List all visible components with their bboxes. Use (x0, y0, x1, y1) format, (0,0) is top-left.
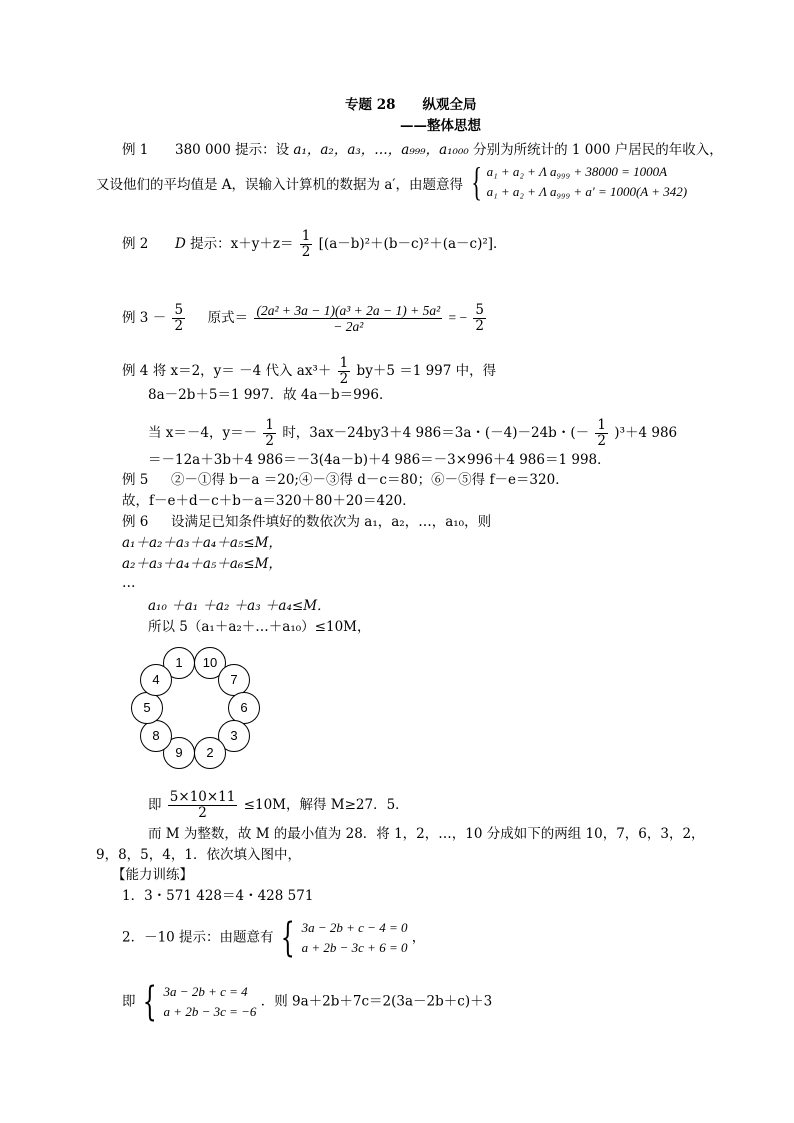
example-4-text-3c: )³＋4 986 (614, 425, 678, 441)
training-item-2-eq-2: a + 2b − 3c + 6 = 0 (301, 940, 408, 955)
circle-2: 10 (194, 647, 226, 679)
example-3-result-fraction: $\frac{5}{2}$ (475, 302, 484, 334)
example-6-line-1 (122, 513, 491, 531)
page-subtitle: ——整体思想 (400, 118, 481, 134)
example-4-fraction-2: $\frac{1}{2}$ (265, 417, 275, 449)
example-1-answer: 380 000 (174, 142, 231, 158)
example-1-text-1: 分别为所统计的 1 000 户居民的年收入， (473, 142, 723, 158)
training-item-2 (122, 915, 426, 961)
example-6-line-3: a₂＋a₃＋a₄＋a₅＋a₆≤M， (122, 556, 282, 572)
example-6-fraction: $\frac{5\times 10\times 11}{2}$ (169, 789, 236, 821)
training-item-3-eq-2: a + 2b − 3c = −6 (163, 1004, 257, 1019)
example-6-text-7b: ≤10M，解得 M≥27．5． (243, 797, 409, 813)
circle-10: 4 (140, 664, 172, 696)
training-heading: 【能力训练】 (112, 867, 193, 883)
training-item-2-lead: 2．－10 提示：由题意有 (122, 929, 274, 946)
example-6-line-2: a₁＋a₂＋a₃＋a₄＋a₅≤M， (122, 535, 282, 551)
example-5-label: 例 5 (122, 472, 149, 488)
example-4-fraction-3: $\frac{1}{2}$ (597, 417, 606, 449)
example-1-eq-1: a₁ + a₂ + Λ a₉₉₉ + 38000 = 1000A (486, 164, 668, 179)
example-3-result: = − (448, 310, 468, 325)
system-brace: { (471, 159, 482, 204)
example-4-line-2: 8a－2b＋5＝1 997．故 4a－b＝996． (148, 387, 393, 403)
example-6-line-5: a₁₀ ＋a₁ ＋a₂ ＋a₃ ＋a₄≤M． (148, 598, 331, 614)
example-1-label: 例 1 (122, 142, 149, 158)
circle-9: 5 (131, 692, 163, 724)
example-3-main-fraction: $\frac{\text{(2a² + 3a − 1)(a³ + 2a − 1) + 5a²}}{\text{− 2a²}}$ (256, 303, 441, 334)
example-2-tail: [(a－b)²＋(b－c)²＋(a－c)²]． (318, 236, 507, 252)
example-1-vars: a₁，a₂，a₃，…，a₉₉₉，a₁₀₀₀ (293, 142, 469, 158)
example-4-text-3b: 时，3ax－24by3＋4 986＝3a・(－4)－24b・(－ (282, 425, 590, 441)
example-3-line (122, 303, 488, 334)
training-item-3 (122, 979, 493, 1025)
example-4-line-3 (148, 418, 677, 449)
page-title: 专题 28 纵观全局 (345, 97, 477, 113)
example-4-label: 例 4 (122, 363, 149, 379)
training-item-3-lead: 即 (122, 993, 136, 1010)
circle-1: 1 (163, 647, 195, 679)
example-6-line-6: 所以 5（a₁＋a₂＋…＋a₁₀）≤10M， (148, 619, 371, 635)
example-6-line-7 (148, 790, 409, 821)
system-brace: { (142, 979, 157, 1025)
example-4-text-1b: by＋5 ＝1 997 中，得 (356, 363, 497, 379)
example-2-label: 例 2 (122, 236, 149, 252)
training-item-2-eq-1: 3a − 2b + c − 4 = 0 (301, 920, 408, 935)
example-6-line-8: 而 M 为整数，故 M 的最小值为 28．将 1，2，…，10 分成如下的两组 10，7，6，3，2， (148, 826, 705, 842)
example-6-line-4: … (122, 575, 136, 591)
circle-5: 3 (218, 720, 250, 752)
example-2-fraction: $\frac{1}{2}$ (301, 228, 311, 260)
example-3-label: 例 3 (122, 310, 149, 326)
circle-6: 2 (194, 737, 226, 769)
example-5-line-1 (122, 471, 569, 489)
training-item-1: 1．3・571 428＝4・428 571 (122, 888, 314, 904)
example-5-text-1: ②－①得 b－a ＝20;④－③得 d－c＝80；⑥－⑤得 f－e＝320． (170, 472, 569, 488)
example-2-answer: D (174, 236, 186, 252)
example-1-eq-2: a₁ + a₂ + Λ a₉₉₉ + a′ = 1000(A + 342) (486, 184, 688, 199)
circle-4: 6 (228, 692, 260, 724)
example-1-line-1 (122, 141, 723, 159)
example-1-system (470, 159, 688, 204)
training-item-2-tail: ， (411, 929, 426, 946)
example-4-line-1 (122, 356, 496, 387)
circle-8: 8 (140, 720, 172, 752)
example-6-text-7a: 即 (148, 797, 162, 813)
example-3-answer-sign: － (152, 310, 167, 326)
training-item-3-tail: ．则 9a＋2b＋7c＝2(3a－2b＋c)＋3 (260, 993, 493, 1010)
example-1-hint: 提示：设 (235, 142, 290, 158)
circle-diagram (130, 645, 260, 770)
training-item-3-eq-1: 3a − 2b + c = 4 (163, 984, 248, 999)
example-2-hint: 提示：x＋y＋z＝ (190, 236, 294, 252)
example-6-text-1: 设满足已知条件填好的数依次为 a₁，a₂，…，a₁₀，则 (170, 514, 492, 530)
example-4-text-1a: 将 x＝2，y＝ －4 代入 ax³＋ (152, 363, 332, 379)
example-3-answer-fraction: $\frac{5}{2}$ (174, 302, 184, 334)
example-2-line (122, 229, 507, 260)
example-4-text-3a: 当 x＝－4，y＝－ (148, 425, 258, 441)
example-5-line-2: 故，f－e＋d－c＋b－a＝320＋80＋20＝420． (122, 493, 416, 509)
example-6-line-9: 9，8，5，4，1．依次填入图中， (96, 847, 301, 863)
example-6-label: 例 6 (122, 514, 149, 530)
example-4-line-4: ＝－12a＋3b＋4 986＝－3(4a－b)＋4 986＝－3×996＋4 986＝1 998． (148, 452, 611, 468)
example-4-fraction-1: $\frac{1}{2}$ (339, 355, 349, 387)
example-1-text-2: 又设他们的平均值是 A，误输入计算机的数据为 a′，由题意得 (96, 177, 463, 193)
example-3-lead: 原式＝ (207, 310, 249, 326)
example-1-line-2 (96, 176, 463, 194)
system-brace: { (280, 915, 295, 961)
circle-7: 9 (163, 737, 195, 769)
circle-3: 7 (218, 664, 250, 696)
